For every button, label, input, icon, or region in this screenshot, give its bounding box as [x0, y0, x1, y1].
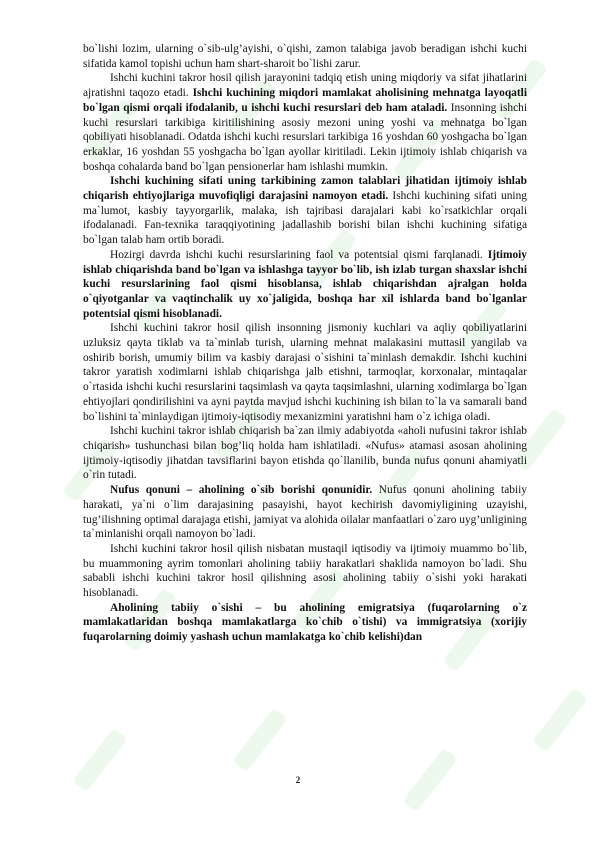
paragraph — [83, 483, 527, 542]
text-run: Nufus qonuni aholining tabiiy harakati, ya`ni o`lim darajasining pasayishi, hayot kechirish davomiyligining uzayishi, tug’ilishning optimal darajaga etishi, jamiyat va alohida oilalar manfaatlari o`zaro uyg’unligining ta`minlanishi orqali namoyon bo`ladi. — [83, 484, 527, 541]
watermark-mark — [532, 688, 588, 753]
text-run: bo`lishi lozim, ularning o`sib-ulg’ayishi, o`qishi, zamon talabiga javob beradigan ishchi kuchi sifatida kamol topishi uchun ham shart-sharoit bo`lishi zarur. — [83, 43, 527, 70]
paragraph — [83, 601, 527, 645]
text-run: Ishchi kuchini takror ishlab chiqarish ba`zan ilmiy adabiyotda «aholi nufusini takror ishlab chiqarish» tushunchasi bilan bog’liq holda ham ishlatiladi. «Nufus» atamasi asosan aholining ijtimoiy-iqtisodiy jihatdan tavsiflarini bayon etishda qo`llanilib, bunda nufus qonuni ahamiyatli o`rin tutadi. — [83, 425, 527, 482]
paragraph — [83, 71, 527, 174]
text-run: Hozirgi davrda ishchi kuchi resurslarining faol va potentsial qismi farqlanadi. — [110, 248, 488, 261]
page-number: 2 — [295, 775, 301, 785]
paragraph — [83, 321, 527, 424]
text-run: Ishchi kuchining sifati uning ma`lumot, kasbiy tayyorgarlik, malaka, ish tajribasi darajalari kabi ko`rsatkichlar orqali ifodalanadi. Fan-texnika taraqqiyotining jadallashib borishi bilan ishchi kuchining sifatiga bo`lgan talab ham ortib boradi. — [83, 190, 527, 247]
paragraph — [83, 42, 527, 71]
paragraph — [83, 542, 527, 601]
paragraph — [83, 424, 527, 483]
bold-text: Nufus qonuni – aholining o`sib borishi qonunidir. — [110, 484, 373, 497]
bold-text: Aholining tabiiy o`sishi – bu aholining emigratsiya (fuqarolarning o`z mamlakatlaridan boshqa mamlakatlarga ko`chib o`tishi) va immigratsiya (xorijiy fuqarolarning doimiy yashash uchun mamlakatga ko`chib kelishi)dan — [83, 601, 527, 644]
bold-text: Ijtimoiy ishlab chiqarishda band bo`lgan va ishlashga tayyor bo`lib, ish izlab turgan shaxslar ishchi kuchi resurslarining faol qismi hisoblansa, ishlab chiqarishdan ajralgan holda o`qiyotganlar va vaqtinchalik uy xo`jaligida, boshqa har xil ishlarda band bo`lganlar potentsial qismi hisoblanadi. — [83, 248, 527, 320]
text-run: Ishchi kuchini takror hosil qilish nisbatan mustaqil iqtisodiy va ijtimoiy muammo bo`lib, bu muammoning ayrim tomonlari aholining tabiiy harakatlari shaklida namoyon bo`ladi. Shu sababli ishchi kuchini takror hosil qilishning asosi aholining tabiiy o`sishi yoki harakati hisoblanadi. — [83, 542, 527, 600]
paragraph — [83, 248, 527, 322]
text-run: Ishchi kuchini takror hosil qilish insonning jismoniy kuchlari va aqliy qobiliyatlarini uzluksiz qayta tiklab va ta`minlab turish, ularning mehnat malakasini muttasil yangilab va oshirib borish, umumiy bilim va kasbiy darajasi o`sishini ta`minlash demakdir. Ishchi kuchini takror yaratish xodimlarni ishlab chiqarishga jalb etishni, tarmoqlar, korxonalar, mintaqalar o`rtasida ishchi kuchi resurslarini taqsimlash va qayta taqsimlashni, ularning xodimlarga bo`lgan ehtiyojlari qondirilishini va ayni paytda mavjud ishchi kuchining ish bilan to`la va samarali band bo`lishini ta`minlaydigan ijtimoiy-iqtisodiy mexanizmini yaratishni ham o`z ichiga oladi. — [83, 322, 527, 423]
bold-text: Ishchi kuchining miqdori mamlakat aholisining mehnatga layoqatli bo`lgan qismi orqali ifodalanib, u ishchi kuchi resurslari deb ham ataladi. — [83, 87, 527, 114]
document-body — [83, 42, 527, 645]
watermark-mark — [232, 708, 288, 773]
bold-text: Ishchi kuchining sifati uning tarkibining zamon talablari jihatidan ijtimoiy ishlab chiqarish ehtiyojlariga muvofiqligi darajasini namoyon etadi. — [83, 175, 527, 203]
paragraph — [83, 174, 527, 248]
text-run: Ishchi kuchini takror hosil qilish jarayonini tadqiq etish uning miqdoriy va sifat jihatlarini ajratishni taqozo etadi. — [83, 72, 527, 100]
text-run: Insonning ishchi kuchi resurslari tarkibiga kiritilishining asosiy mezoni uning yoshi va mehnatga bo`lgan qobiliyati hisoblanadi. Odatda ishchi kuchi resurslari tarkibiga 16 yoshdan 60 yoshgacha bo`lgan erkaklar, 16 yoshdan 55 yoshgacha bo`lgan ayollar kiritiladi. Lekin ijtimoiy ishlab chiqarish va boshqa cohalarda band bo`lgan pensionerlar ham ishlashi mumkin. — [83, 101, 527, 173]
